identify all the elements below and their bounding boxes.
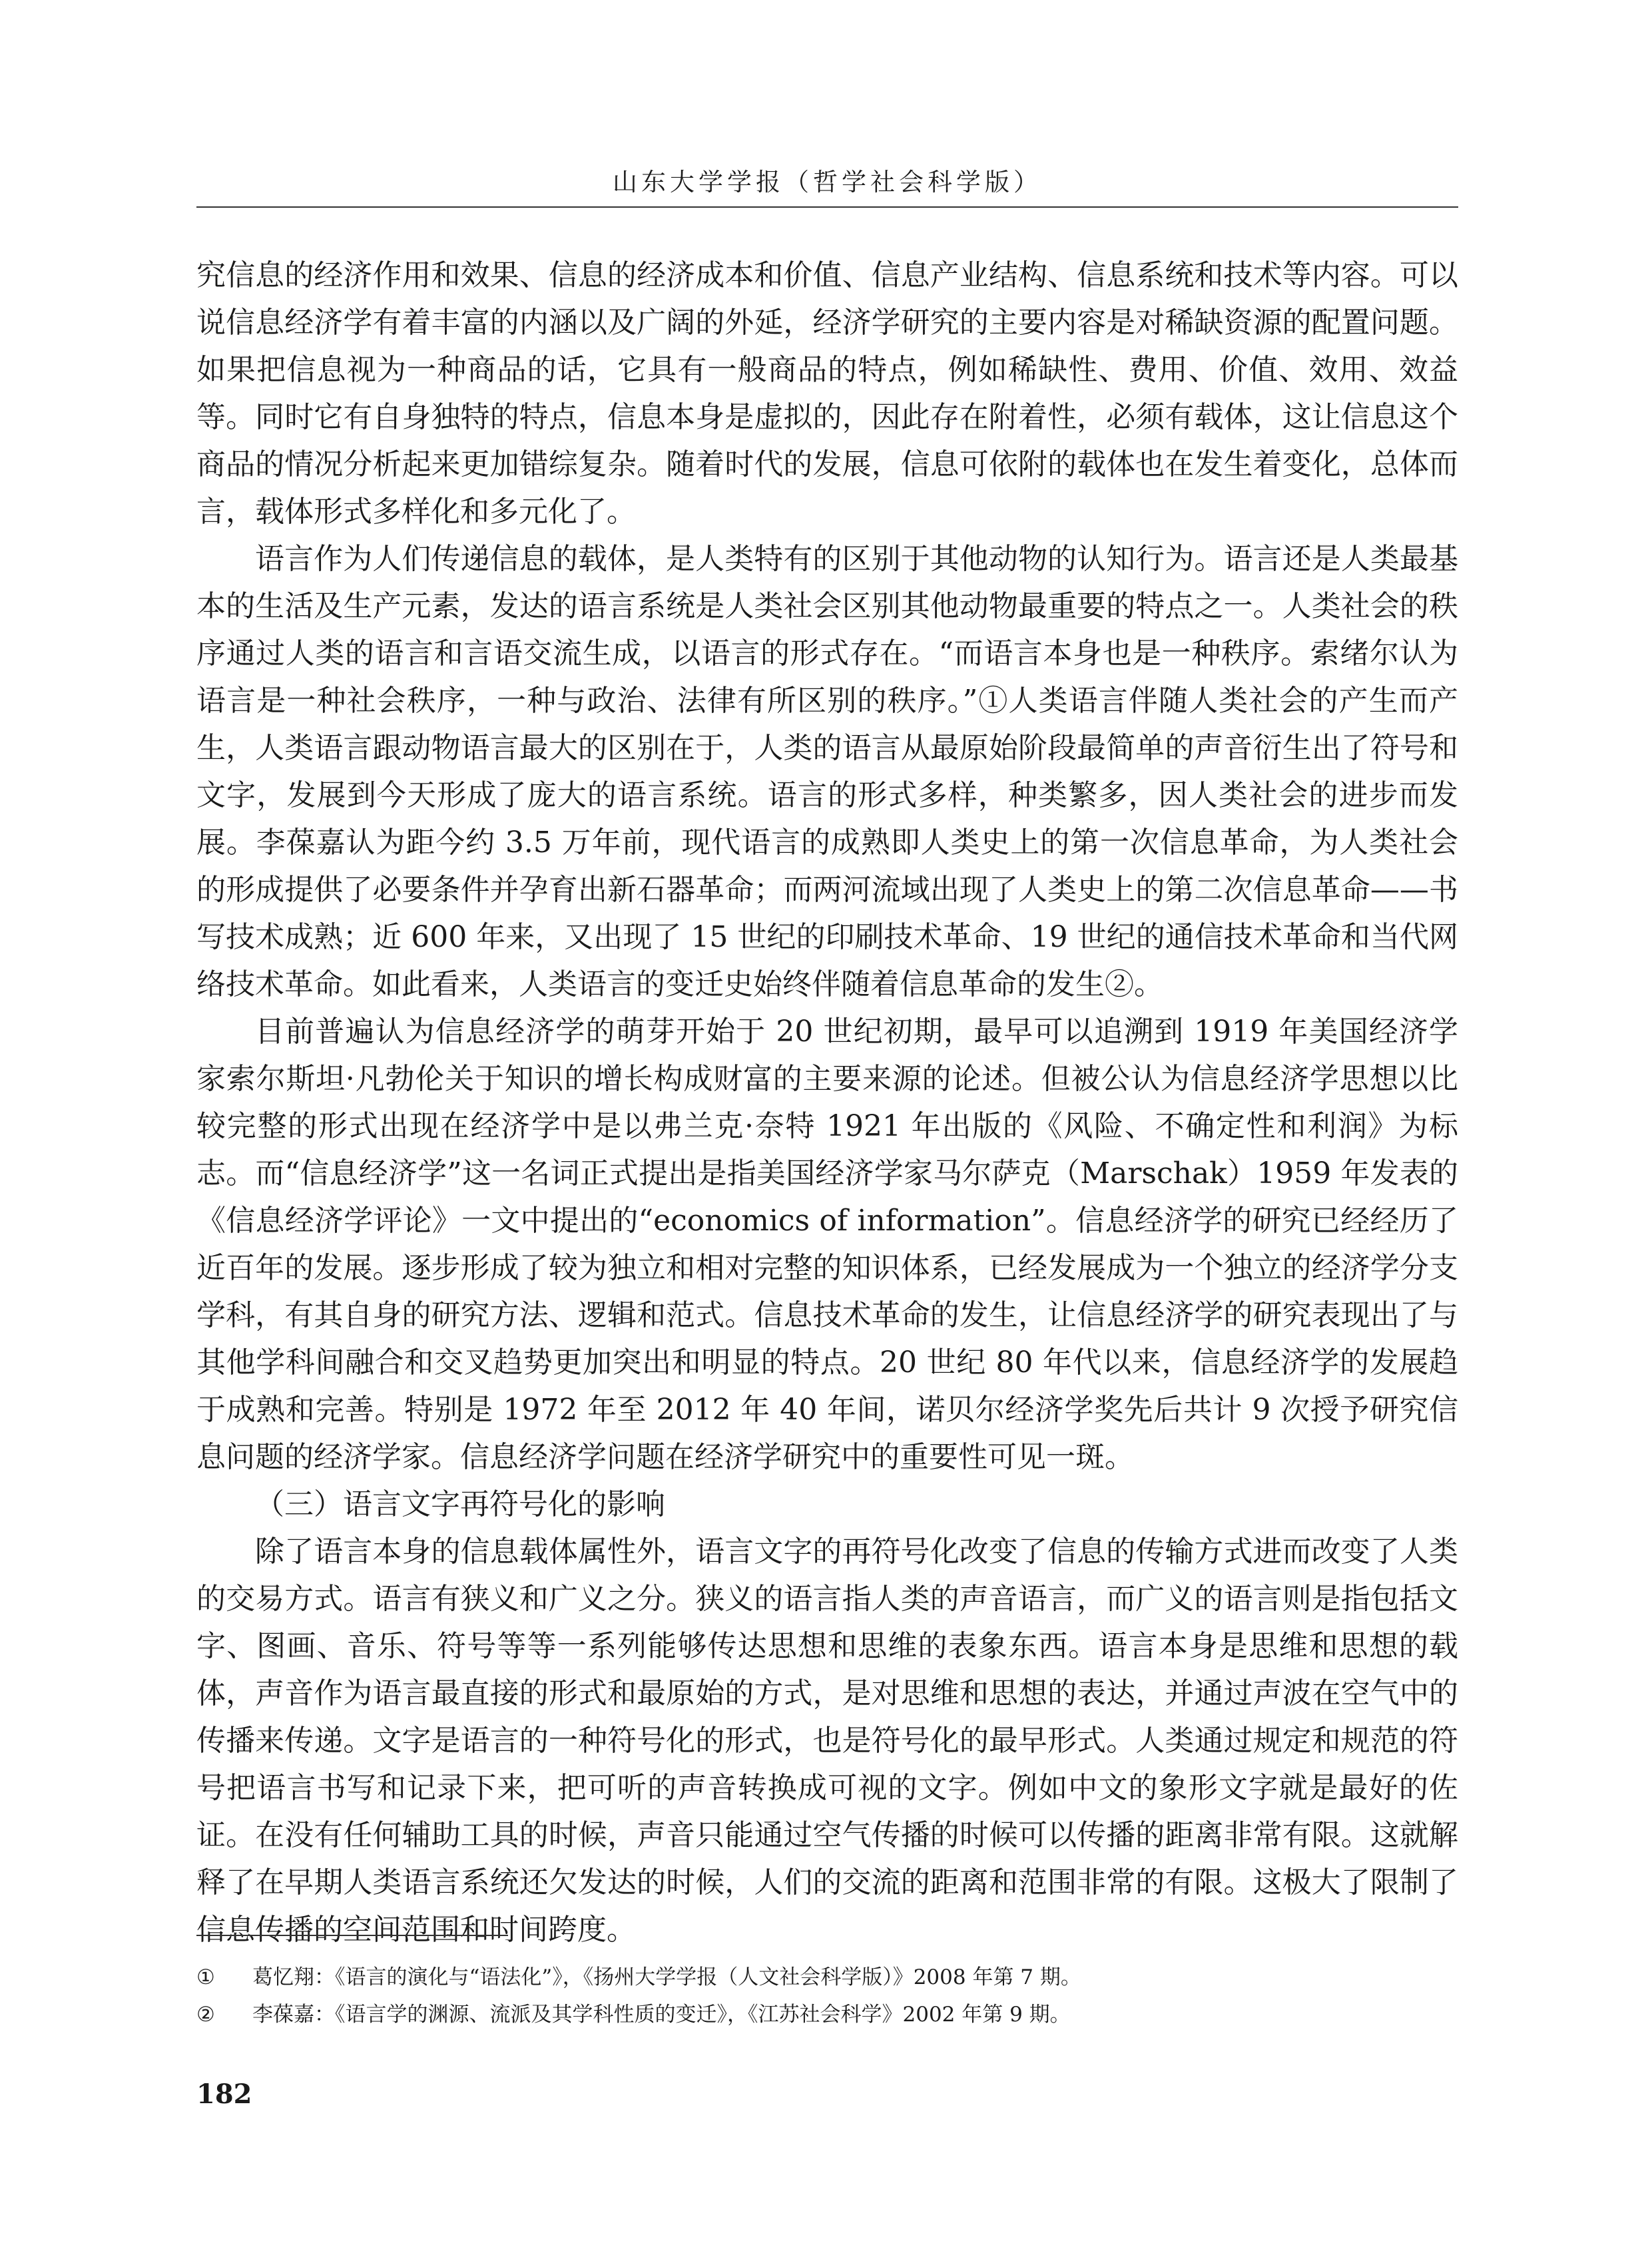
footnote-1 [196,1959,1458,1996]
page-number: 182 [196,2079,252,2110]
paragraph-1: 究信息的经济作用和效果、信息的经济成本和价值、信息产业结构、信息系统和技术等内容。可以说信息经济学有着丰富的内涵以及广阔的外延，经济学研究的主要内容是对稀缺资源的配置问题。如果把信息视为一种商品的话，它具有一般商品的特点，例如稀缺性、费用、价值、效用、效益等。同时它有自身独特的特点，信息本身是虚拟的，因此存在附着性，必须有载体，这让信息这个商品的情况分析起来更加错综复杂。随着时代的发展，信息可依附的载体也在发生着变化，总体而言，载体形式多样化和多元化了。 [196,258,1458,529]
footnote-rule [196,1935,508,1936]
footnote-text: 葛忆翔：《语言的演化与“语法化”》，《扬州大学学报（人文社会科学版）》2008 年第 7 期。 [252,1965,1081,1989]
footnote-mark: ① [196,1965,215,1989]
footnote-2 [196,1996,1458,2033]
footnotes [196,1959,1458,2033]
footnote-text: 李葆嘉：《语言学的渊源、流派及其学科性质的变迁》，《江苏社会科学》2002 年第 9 期。 [252,2003,1071,2027]
header-rule [196,206,1458,208]
section-heading: （三）语言文字再符号化的影响 [255,1487,665,1521]
running-header: 山东大学学报（哲学社会科学版） [613,168,1042,196]
paragraph-3: 目前普遍认为信息经济学的萌芽开始于 20 世纪初期，最早可以追溯到 1919 年美国经济学家索尔斯坦·凡勃伦关于知识的增长构成财富的主要来源的论述。但被公认为信息经济学思想以比较完整的形式出现在经济学中是以弗兰克·奈特 1921 年出版的《风险、不确定性和利润》为标志。而“信息经济学”这一名词正式提出是指美国经济学家马尔萨克（Marschak）1959 年发表的《信息经济学评论》一文中提出的“economics of information”。信息经济学的研究已经经历了近百年的发展。逐步形成了较为独立和相对完整的知识体系，已经发展成为一个独立的经济学分支学科，有其自身的研究方法、逻辑和范式。信息技术革命的发生，让信息经济学的研究表现出了与其他学科间融合和交叉趋势更加突出和明显的特点。20 世纪 80 年代以来，信息经济学的发展趋于成熟和完善。特别是 1972 年至 2012 年 40 年间，诺贝尔经济学奖先后共计 9 次授予研究信息问题的经济学家。信息经济学问题在经济学研究中的重要性可见一斑。 [196,1015,1458,1474]
footnote-mark: ② [196,2003,215,2027]
paragraph-2: 语言作为人们传递信息的载体，是人类特有的区别于其他动物的认知行为。语言还是人类最基本的生活及生产元素，发达的语言系统是人类社会区别其他动物最重要的特点之一。人类社会的秩序通过人类的语言和言语交流生成，以语言的形式存在。“而语言本身也是一种秩序。索绪尔认为语言是一种社会秩序，一种与政治、法律有所区别的秩序。”①人类语言伴随人类社会的产生而产生，人类语言跟动物语言最大的区别在于，人类的语言从最原始阶段最简单的声音衍生出了符号和文字，发展到今天形成了庞大的语言系统。语言的形式多样，种类繁多，因人类社会的进步而发展。李葆嘉认为距今约 3.5 万年前，现代语言的成熟即人类史上的第一次信息革命，为人类社会的形成提供了必要条件并孕育出新石器革命；而两河流域出现了人类史上的第二次信息革命——书写技术成熟；近 600 年来，又出现了 15 世纪的印刷技术革命、19 世纪的通信技术革命和当代网络技术革命。如此看来，人类语言的变迁史始终伴随着信息革命的发生②。 [196,542,1458,1001]
body-text [196,252,1458,1953]
paragraph-4: 除了语言本身的信息载体属性外，语言文字的再符号化改变了信息的传输方式进而改变了人类的交易方式。语言有狭义和广义之分。狭义的语言指人类的声音语言，而广义的语言则是指包括文字、图画、音乐、符号等等一系列能够传达思想和思维的表象东西。语言本身是思维和思想的载体，声音作为语言最直接的形式和最原始的方式，是对思维和思想的表达，并通过声波在空气中的传播来传递。文字是语言的一种符号化的形式，也是符号化的最早形式。人类通过规定和规范的符号把语言书写和记录下来，把可听的声音转换成可视的文字。例如中文的象形文字就是最好的佐证。在没有任何辅助工具的时候，声音只能通过空气传播的时候可以传播的距离非常有限。这就解释了在早期人类语言系统还欠发达的时候，人们的交流的距离和范围非常的有限。这极大了限制了信息传播的空间范围和时间跨度。 [196,1535,1458,1947]
